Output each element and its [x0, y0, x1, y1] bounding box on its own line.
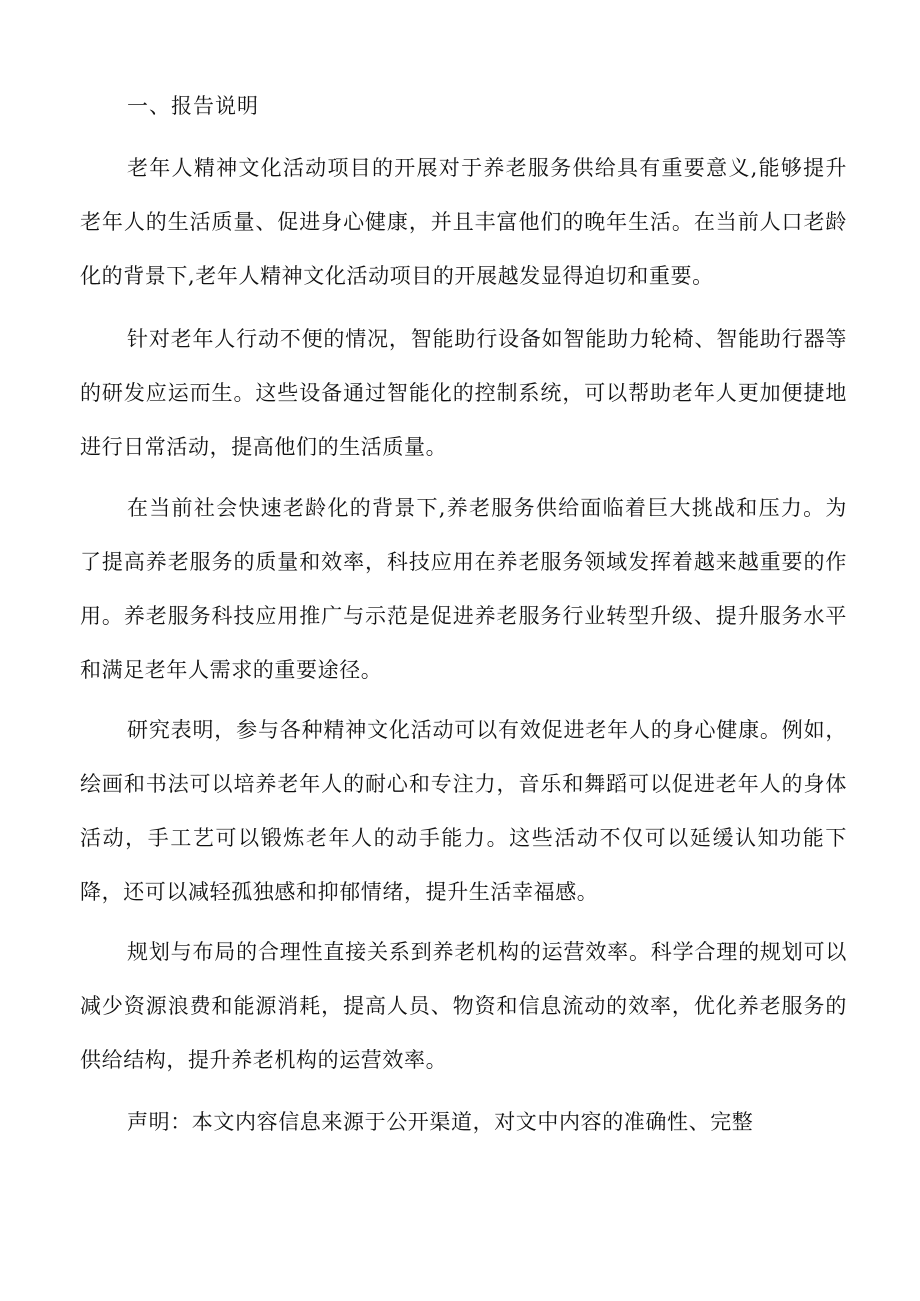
- paragraph-mobility-devices: 针对老年人行动不便的情况，智能助行设备如智能助力轮椅、智能助行器等的研发应运而生。这些设备通过智能化的控制系统，可以帮助老年人更加便捷地进行日常活动，提高他们的生活质量。: [80, 327, 847, 459]
- paragraph-research-findings: 研究表明，参与各种精神文化活动可以有效促进老年人的身心健康。例如，绘画和书法可以培养老年人的耐心和专注力，音乐和舞蹈可以促进老年人的身体活动，手工艺可以锻炼老年人的动手能力。这些活动不仅可以延缓认知功能下降，还可以减轻孤独感和抑郁情绪，提升生活幸福感。: [80, 718, 847, 904]
- paragraph-technology-application: 在当前社会快速老龄化的背景下,养老服务供给面临着巨大挑战和压力。为了提高养老服务的质量和效率，科技应用在养老服务领域发挥着越来越重要的作用。养老服务科技应用推广与示范是促进养老服务行业转型升级、提升服务水平和满足老年人需求的重要途径。: [80, 496, 847, 682]
- section-heading: 一、报告说明: [127, 94, 259, 118]
- paragraph-disclaimer: 声明：本文内容信息来源于公开渠道，对文中内容的准确性、完整: [127, 1110, 754, 1134]
- paragraph-cultural-activities: 老年人精神文化活动项目的开展对于养老服务供给具有重要意义,能够提升老年人的生活质量、促进身心健康，并且丰富他们的晚年生活。在当前人口老龄化的背景下,老年人精神文化活动项目的开展越发显得迫切和重要。: [80, 156, 847, 288]
- paragraph-planning-layout: 规划与布局的合理性直接关系到养老机构的运营效率。科学合理的规划可以减少资源浪费和能源消耗，提高人员、物资和信息流动的效率，优化养老服务的供给结构，提升养老机构的运营效率。: [80, 940, 847, 1072]
